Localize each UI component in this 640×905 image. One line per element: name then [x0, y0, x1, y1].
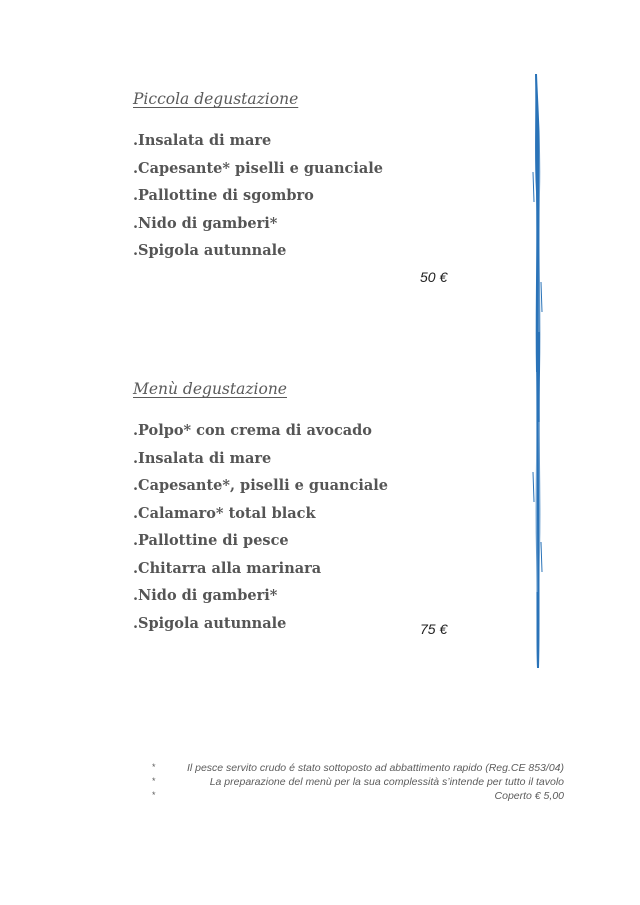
section-title-piccola: Piccola degustazione: [133, 90, 299, 108]
menu-item: .Polpo* con crema di avocado: [133, 422, 372, 439]
menu-item: .Nido di gamberi*: [133, 587, 278, 604]
menu-item: .Insalata di mare: [133, 450, 272, 467]
menu-item: .Chitarra alla marinara: [133, 560, 322, 577]
footnote-marker: *: [152, 762, 156, 772]
menu-item: .Nido di gamberi*: [133, 215, 278, 232]
menu-item: .Capesante*, piselli e guanciale: [133, 477, 389, 494]
footnote-whole-table: [152, 776, 564, 789]
menu-item: .Insalata di mare: [133, 132, 272, 149]
menu-item: .Spigola autunnale: [133, 242, 287, 259]
price-menu: 75 €: [420, 621, 448, 637]
footnote-marker: *: [152, 790, 156, 800]
menu-item: .Pallottine di sgombro: [133, 187, 314, 204]
section-title-menu: Menù degustazione: [133, 380, 287, 398]
menu-item: .Capesante* piselli e guanciale: [133, 160, 383, 177]
footnote-text: La preparazione del menù per la sua complessità s’intende per tutto il tavolo: [209, 776, 564, 788]
footnote-text: Coperto € 5,00: [494, 790, 564, 802]
footnote-marker: *: [152, 776, 156, 786]
menu-item: .Calamaro* total black: [133, 505, 316, 522]
menu-item: .Spigola autunnale: [133, 615, 287, 632]
footnote-raw-fish: [152, 762, 564, 775]
menu-item: .Pallottine di pesce: [133, 532, 289, 549]
price-piccola: 50 €: [420, 269, 448, 285]
footnote-text: Il pesce servito crudo é stato sottoposto ad abbattimento rapido (Reg.CE 853/04): [186, 762, 564, 774]
footnote-cover-charge: [152, 790, 564, 803]
brush-stroke-decoration: [527, 72, 547, 672]
